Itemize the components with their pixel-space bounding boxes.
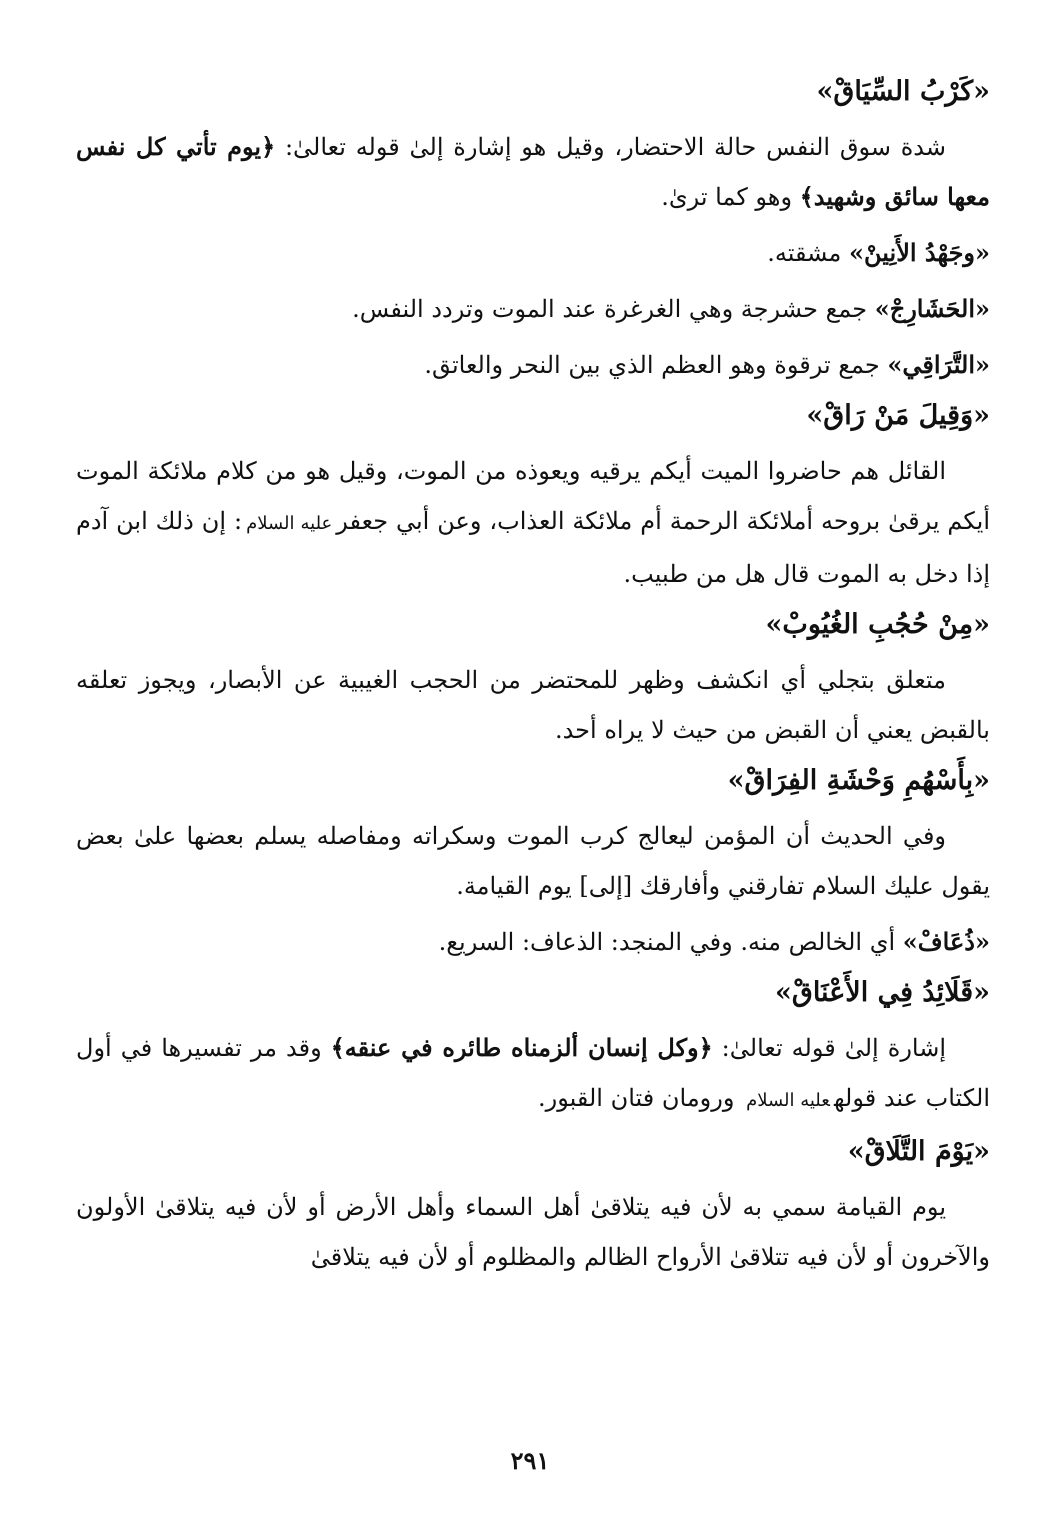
entry-definition: مشقته. [767, 239, 849, 267]
entry-definition: أي الخالص منه. وفي المنجد: الذعاف: السريع. [438, 928, 903, 956]
entry-term: «ذُعَافْ» [902, 927, 990, 956]
entry-term: «التَّرَاقِي» [887, 350, 990, 379]
entry-heading: «يَوْمَ التَّلَاقْ» [847, 1136, 990, 1167]
entry-text [76, 122, 990, 222]
page-number: ٢٩١ [510, 1446, 550, 1475]
entry-text-part: ورومان فتان القبور. [537, 1084, 743, 1112]
entry-definition: جمع ترقوة وهو العظم الذي بين النحر والعاتق. [424, 351, 888, 379]
entry-inline [76, 340, 990, 390]
honorific-glyph: عليه السلام [746, 1090, 830, 1111]
entry-inline [76, 228, 990, 278]
entry-heading: «مِنْ حُجُبِ الغُيُوبْ» [765, 609, 990, 640]
entry-term: «وجَهْدُ الأَنِينْ» [849, 238, 990, 267]
entry-text: وفي الحديث أن المؤمن ليعالج كرب الموت وسكراته ومفاصله يسلم بعضها علىٰ بعض يقول عليك السلام تفارقني وأفارقك [إلى] يوم القيامة. [76, 822, 990, 900]
entry-text: متعلق بتجلي أي انكشف وظهر للمحتضر من الحجب الغيبية عن الأبصار، ويجوز تعلقه بالقبض يعني أن القبض من حيث لا يراه أحد. [76, 666, 990, 744]
entry-term: «الحَشَارِجْ» [874, 294, 990, 323]
entry-text-part: : إن ذلك ابن آدم إذا دخل به الموت قال هل من طبيب. [76, 507, 990, 588]
entry-text-part: وقد مر تفسيرها في أول الكتاب عند قوله [76, 1034, 990, 1112]
honorific-glyph: عليه السلام [246, 513, 333, 534]
entry-text: يوم القيامة سمي به لأن فيه يتلاقىٰ أهل السماء وأهل الأرض أو لأن فيه يتلاقىٰ الأولون والآخرون أو لأن فيه تتلاقىٰ الأرواح الظالم والمظلوم أو لأن فيه يتلاقىٰ [76, 1193, 990, 1271]
entry-heading: «وَقِيلَ مَنْ رَاقْ» [806, 400, 990, 431]
entry-text-part: إشارة إلىٰ قوله تعالىٰ: [712, 1034, 947, 1062]
quran-quote: ﴿وكل إنسان ألزمناه طائره في عنقه﴾ [330, 1033, 713, 1062]
entry-definition: جمع حشرجة وهي الغرغرة عند الموت وتردد النفس. [352, 295, 875, 323]
entry-heading: «كَرْبُ السِّيَاقْ» [816, 76, 990, 107]
entry-heading: «قَلَائِدُ فِي الأَعْنَاقْ» [775, 977, 990, 1008]
entry-inline [76, 917, 990, 967]
entry-text-part: شدة سوق النفس حالة الاحتضار، وقيل هو إشارة إلىٰ قوله تعالىٰ: [275, 133, 947, 161]
quran-quote: ﴿يوم تأتي كل نفس معها سائق وشهيد﴾ [76, 132, 990, 211]
entry-text [76, 446, 990, 599]
entry-text-part: القائل هم حاضروا الميت أيكم يرقيه ويعوذه من الموت، وقيل هو من كلام ملائكة الموت أيكم يرقىٰ بروحه أملائكة الرحمة أم ملائكة العذاب، وعن أبي جعفر [76, 457, 991, 535]
entry-text [76, 1023, 990, 1126]
entry-text-part: وهو كما ترىٰ. [661, 183, 800, 211]
entry-inline [76, 284, 990, 334]
entry-heading: «بِأَسْهُمِ وَحْشَةِ الفِرَاقْ» [727, 765, 990, 796]
